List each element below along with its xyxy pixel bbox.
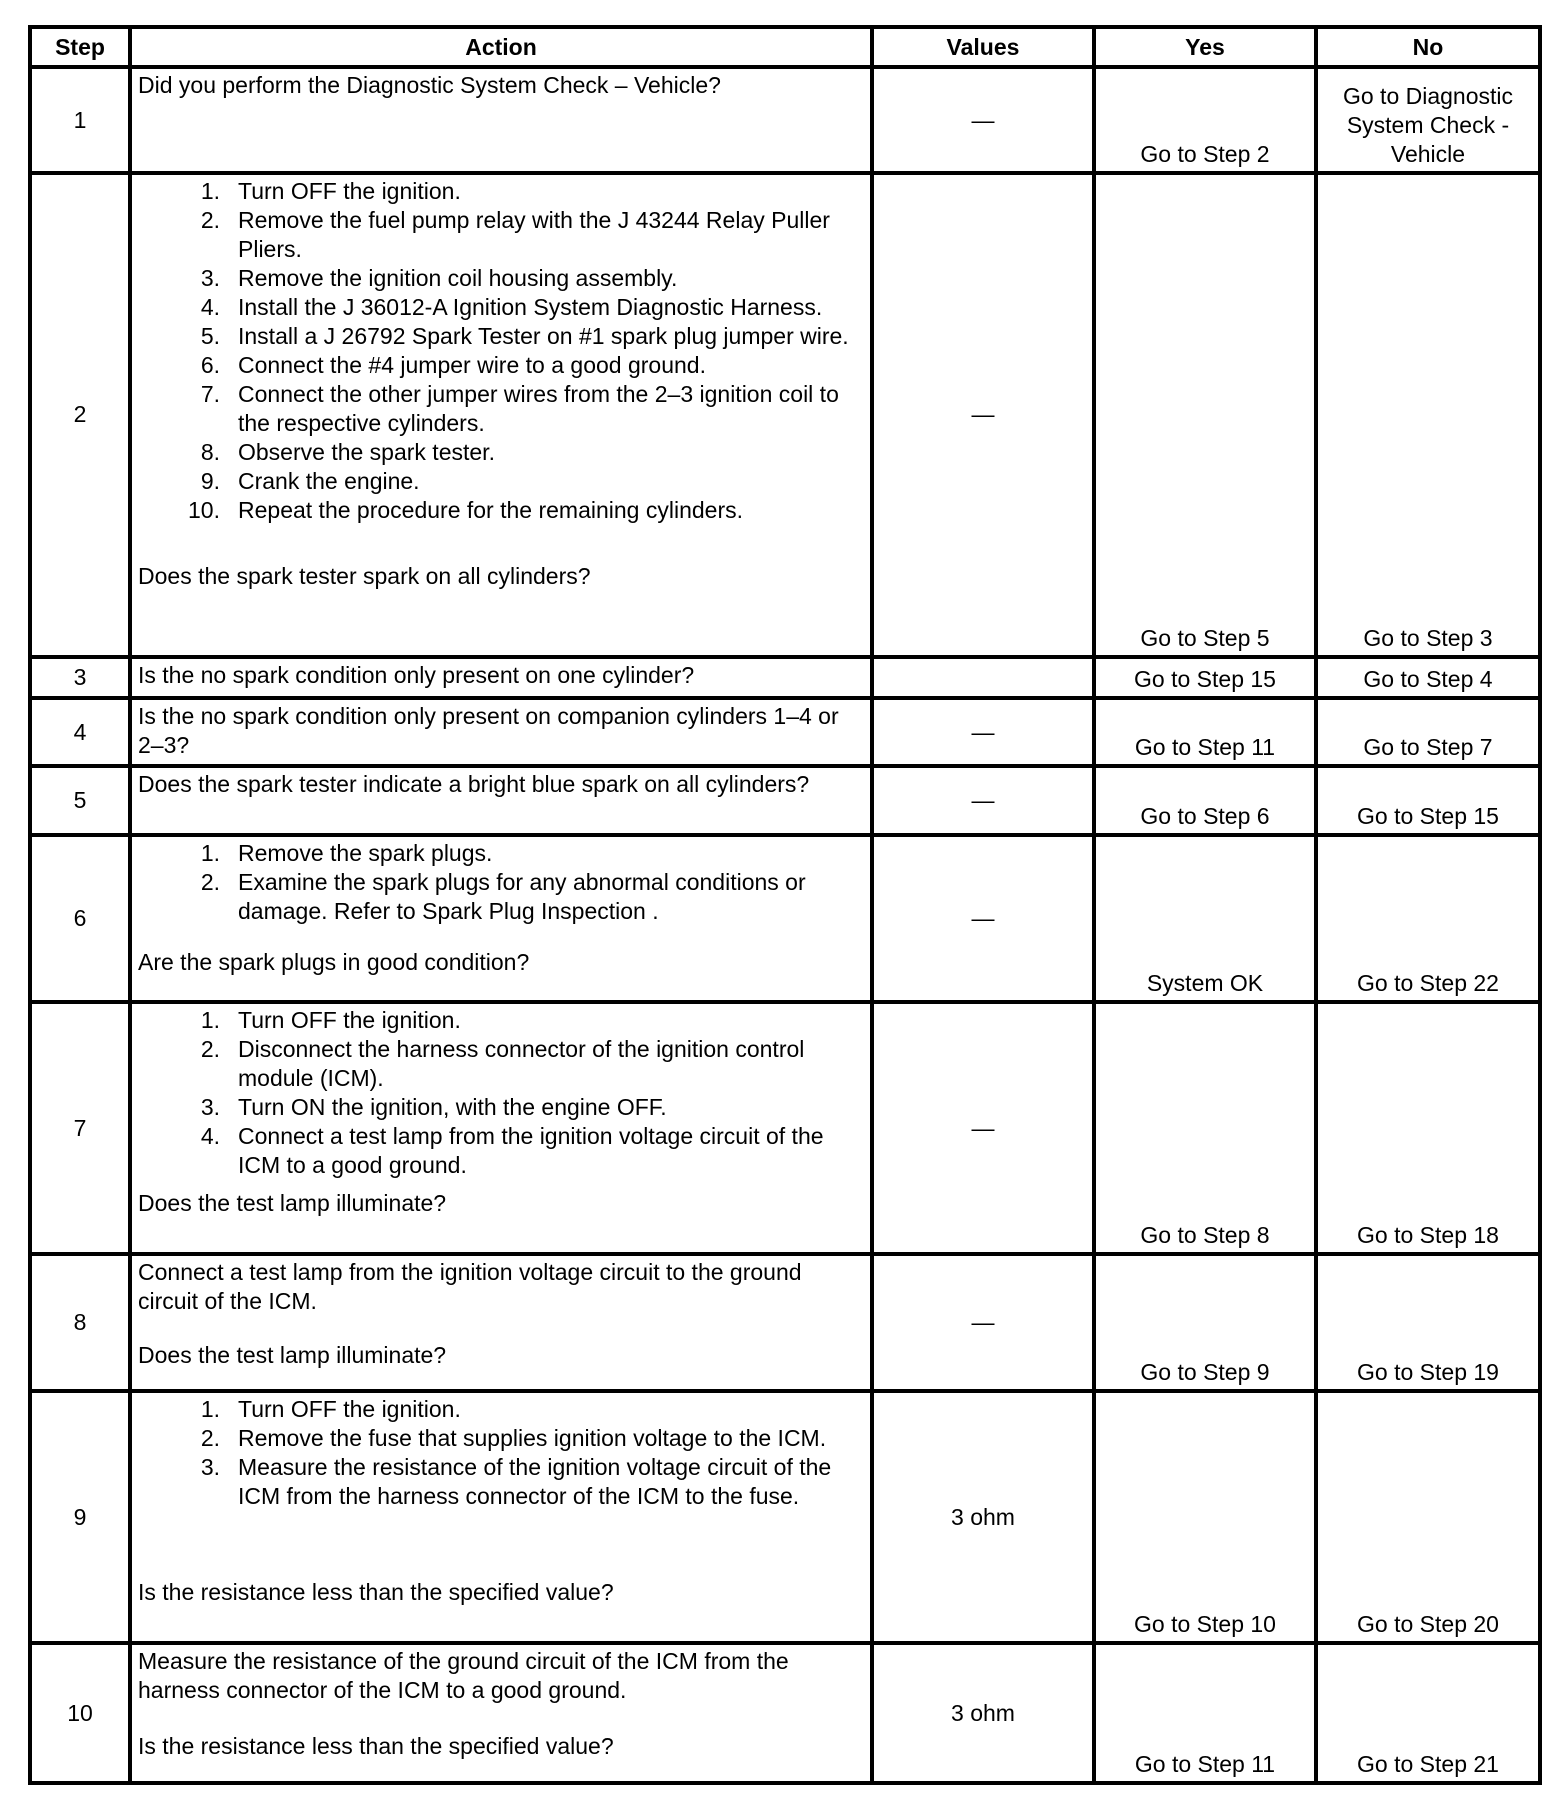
no-cell: Go to Step 15: [1316, 766, 1540, 835]
action-lead-text: Connect a test lamp from the ignition voltage circuit to the ground circuit of the ICM.: [138, 1259, 802, 1315]
step-number: 9: [30, 1391, 130, 1643]
instruction-number: 2.: [200, 869, 220, 896]
yes-cell: Go to Step 6: [1094, 766, 1316, 835]
step-number: 6: [30, 835, 130, 1002]
value-cell: —: [872, 173, 1094, 656]
no-cell: Go to Step 3: [1316, 173, 1540, 656]
table-row: [30, 1254, 1540, 1391]
instruction-number: 1.: [200, 1396, 220, 1423]
instruction-text: Connect a test lamp from the ignition voltage circuit of the ICM to a good ground.: [238, 1123, 824, 1179]
diagnostic-table: [28, 25, 1542, 1785]
action-cell: [130, 1643, 872, 1783]
instruction-item: [138, 177, 866, 206]
value-cell: [872, 657, 1094, 698]
instruction-item: [138, 1453, 866, 1511]
action-question: Is the no spark condition only present on companion cylinders 1–4 or 2–3?: [138, 702, 839, 758]
step-number: 8: [30, 1254, 130, 1391]
value-cell: 3 ohm: [872, 1643, 1094, 1783]
no-cell: Go to Step 20: [1316, 1391, 1540, 1643]
value-cell: —: [872, 766, 1094, 835]
action-question: Are the spark plugs in good condition?: [138, 949, 530, 976]
instruction-text: Observe the spark tester.: [238, 439, 495, 466]
step-number: 1: [30, 67, 130, 173]
table-row: [30, 1643, 1540, 1783]
instruction-item: [138, 839, 866, 868]
table-row: [30, 698, 1540, 767]
action-question: Does the test lamp illuminate?: [138, 1342, 447, 1369]
instruction-number: 9.: [200, 468, 220, 495]
value-cell: —: [872, 835, 1094, 1002]
instruction-number: 6.: [200, 352, 220, 379]
yes-cell: Go to Step 8: [1094, 1002, 1316, 1254]
instruction-list: [138, 177, 866, 525]
no-cell: Go to Diagnostic System Check - Vehicle: [1316, 67, 1540, 173]
step-number: 2: [30, 173, 130, 656]
action-question: Does the spark tester indicate a bright blue spark on all cylinders?: [138, 771, 810, 798]
instruction-list: [138, 839, 866, 926]
instruction-item: [138, 264, 866, 293]
action-question: Is the resistance less than the specified value?: [138, 1579, 614, 1606]
instruction-text: Remove the ignition coil housing assembly.: [238, 265, 678, 292]
instruction-item: [138, 1122, 866, 1180]
table-row: [30, 173, 1540, 656]
instruction-item: [138, 496, 866, 525]
header-values: Values: [872, 27, 1094, 67]
table-row: [30, 1391, 1540, 1643]
instruction-item: [138, 1035, 866, 1093]
step-number: 7: [30, 1002, 130, 1254]
instruction-item: [138, 1093, 866, 1122]
instruction-number: 2.: [200, 1425, 220, 1452]
instruction-number: 7.: [200, 381, 220, 408]
instruction-text: Repeat the procedure for the remaining cylinders.: [238, 497, 744, 524]
instruction-number: 2.: [200, 1036, 220, 1063]
instruction-number: 1.: [200, 178, 220, 205]
header-no: No: [1316, 27, 1540, 67]
instruction-text: Remove the fuse that supplies ignition voltage to the ICM.: [238, 1425, 827, 1452]
instruction-text: Disconnect the harness connector of the ignition control module (ICM).: [238, 1036, 805, 1092]
table-row: [30, 67, 1540, 173]
instruction-text: Remove the spark plugs.: [238, 840, 493, 867]
instruction-item: [138, 438, 866, 467]
yes-cell: Go to Step 15: [1094, 657, 1316, 698]
value-cell: —: [872, 1254, 1094, 1391]
table-row: [30, 835, 1540, 1002]
table-row: [30, 657, 1540, 698]
instruction-number: 4.: [200, 1123, 220, 1150]
instruction-item: [138, 380, 866, 438]
instruction-text: Install a J 26792 Spark Tester on #1 spark plug jumper wire.: [238, 323, 849, 350]
instruction-number: 10.: [188, 497, 220, 524]
instruction-number: 3.: [200, 265, 220, 292]
instruction-item: [138, 467, 866, 496]
instruction-number: 5.: [200, 323, 220, 350]
no-cell: Go to Step 22: [1316, 835, 1540, 1002]
instruction-number: 8.: [200, 439, 220, 466]
table-row: [30, 1002, 1540, 1254]
instruction-text: Crank the engine.: [238, 468, 420, 495]
instruction-number: 1.: [200, 840, 220, 867]
action-cell: [130, 835, 872, 1002]
step-number: 10: [30, 1643, 130, 1783]
instruction-item: [138, 1424, 866, 1453]
instruction-item: [138, 868, 866, 926]
instruction-number: 2.: [200, 207, 220, 234]
action-question: Is the resistance less than the specified value?: [138, 1733, 614, 1760]
instruction-text: Turn OFF the ignition.: [238, 1396, 461, 1423]
action-cell: [130, 657, 872, 698]
action-cell: [130, 1391, 872, 1643]
instruction-text: Install the J 36012-A Ignition System Diagnostic Harness.: [238, 294, 823, 321]
yes-cell: Go to Step 9: [1094, 1254, 1316, 1391]
instruction-text: Remove the fuel pump relay with the J 43244 Relay Puller Pliers.: [238, 207, 830, 263]
instruction-number: 1.: [200, 1007, 220, 1034]
value-cell: —: [872, 1002, 1094, 1254]
instruction-text: Turn OFF the ignition.: [238, 1007, 461, 1034]
action-cell: [130, 1254, 872, 1391]
instruction-number: 4.: [200, 294, 220, 321]
action-question: Is the no spark condition only present on one cylinder?: [138, 661, 695, 688]
instruction-text: Connect the other jumper wires from the 2–3 ignition coil to the respective cylinders.: [238, 381, 839, 437]
header-action: Action: [130, 27, 872, 67]
step-number: 5: [30, 766, 130, 835]
instruction-item: [138, 1006, 866, 1035]
yes-cell: Go to Step 11: [1094, 698, 1316, 767]
action-cell: [130, 766, 872, 835]
yes-cell: System OK: [1094, 835, 1316, 1002]
action-lead-text: Measure the resistance of the ground circuit of the ICM from the harness connector of the ICM to a good ground.: [138, 1648, 789, 1704]
action-cell: [130, 698, 872, 767]
step-number: 4: [30, 698, 130, 767]
no-cell: Go to Step 21: [1316, 1643, 1540, 1783]
no-cell: Go to Step 7: [1316, 698, 1540, 767]
instruction-text: Turn OFF the ignition.: [238, 178, 461, 205]
yes-cell: Go to Step 2: [1094, 67, 1316, 173]
table-body: [30, 67, 1540, 1783]
no-cell: Go to Step 4: [1316, 657, 1540, 698]
yes-cell: Go to Step 11: [1094, 1643, 1316, 1783]
instruction-number: 3.: [200, 1454, 220, 1481]
header-step: Step: [30, 27, 130, 67]
step-number: 3: [30, 657, 130, 698]
no-cell: Go to Step 18: [1316, 1002, 1540, 1254]
value-cell: —: [872, 67, 1094, 173]
action-cell: [130, 67, 872, 173]
instruction-list: [138, 1006, 866, 1180]
instruction-list: [138, 1395, 866, 1511]
instruction-item: [138, 206, 866, 264]
action-question: Did you perform the Diagnostic System Check – Vehicle?: [138, 72, 721, 98]
value-cell: 3 ohm: [872, 1391, 1094, 1643]
value-cell: —: [872, 698, 1094, 767]
header-yes: Yes: [1094, 27, 1316, 67]
yes-cell: Go to Step 5: [1094, 173, 1316, 656]
instruction-text: Measure the resistance of the ignition voltage circuit of the ICM from the harness connector of the ICM to the fuse.: [238, 1454, 832, 1510]
action-cell: [130, 1002, 872, 1254]
table-row: [30, 766, 1540, 835]
action-question: Does the spark tester spark on all cylinders?: [138, 563, 591, 590]
no-cell: Go to Step 19: [1316, 1254, 1540, 1391]
instruction-text: Examine the spark plugs for any abnormal conditions or damage. Refer to Spark Plug Inspection .: [238, 869, 806, 925]
instruction-item: [138, 351, 866, 380]
instruction-item: [138, 1395, 866, 1424]
header-row: [30, 27, 1540, 67]
instruction-item: [138, 293, 866, 322]
action-cell: [130, 173, 872, 656]
yes-cell: Go to Step 10: [1094, 1391, 1316, 1643]
instruction-number: 3.: [200, 1094, 220, 1121]
action-question: Does the test lamp illuminate?: [138, 1190, 447, 1217]
instruction-text: Turn ON the ignition, with the engine OFF.: [238, 1094, 667, 1121]
instruction-item: [138, 322, 866, 351]
instruction-text: Connect the #4 jumper wire to a good ground.: [238, 352, 706, 379]
